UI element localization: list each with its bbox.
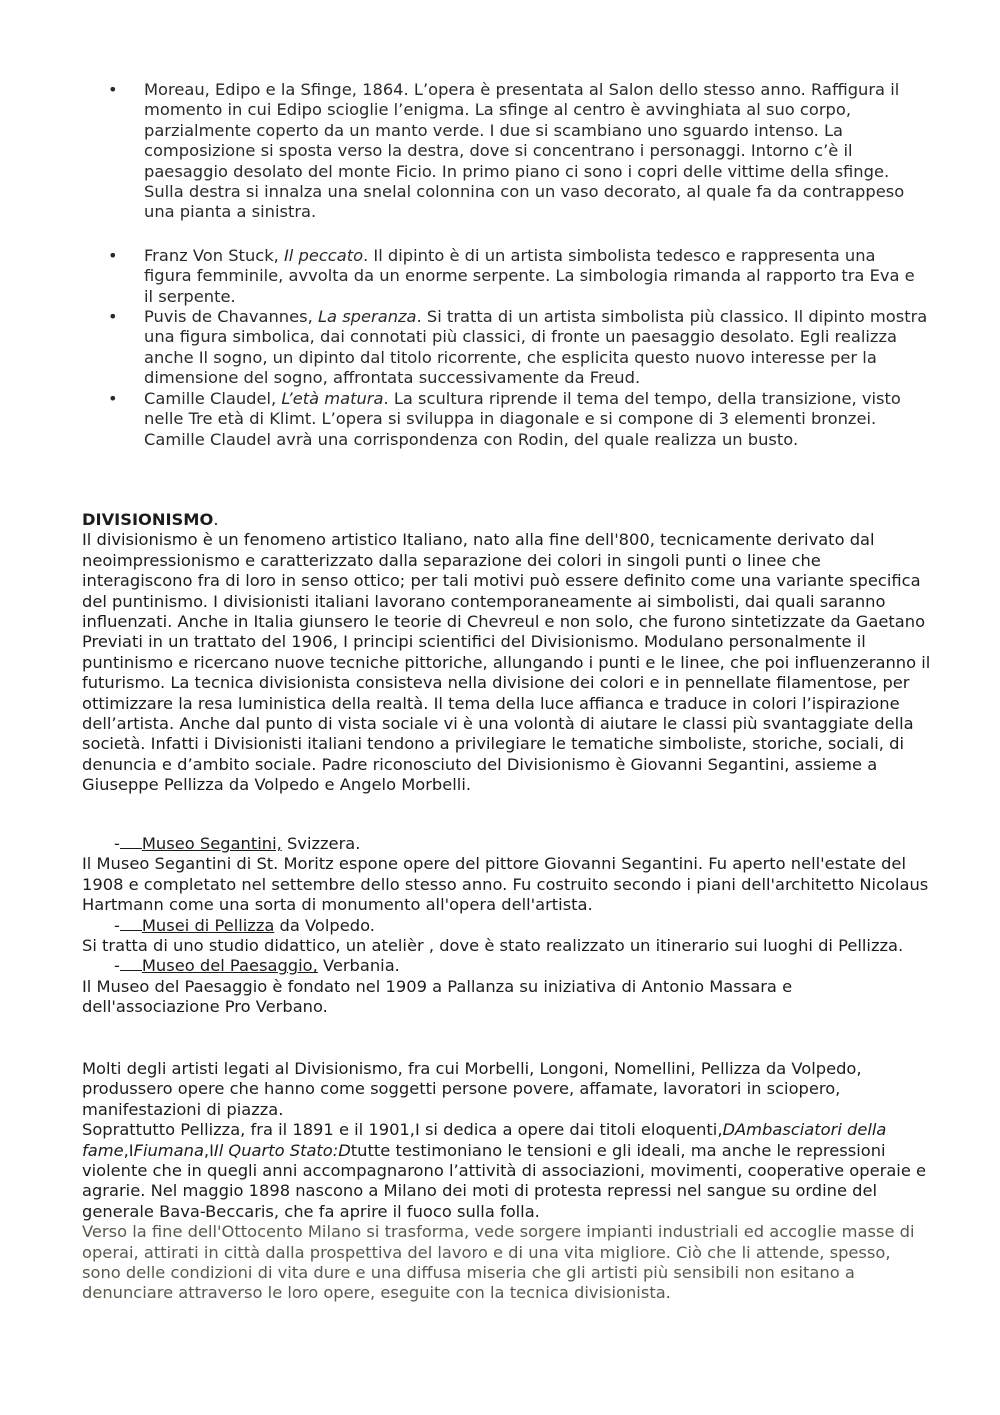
list-item bbox=[108, 246, 928, 307]
list-item bbox=[108, 389, 928, 450]
closing-section bbox=[82, 1059, 932, 1304]
list-item bbox=[108, 80, 928, 223]
list-item-text: . La scultura riprende il tema del tempo, della transizione, visto nelle Tre età di Klimt. L’opera si sviluppa in diagonale e si compone di 3 elementi bronzei. Camille Claudel avrà una corrispondenza con Rodin, del quale realizza un busto. bbox=[144, 388, 901, 449]
list-item-title-italic: L’età matura bbox=[281, 388, 384, 408]
list-item-text: . Il dipinto è di un artista simbolista tedesco e rappresenta una figura femminile, avvolta da un enorme serpente. La simbologia rimanda al rapporto tra Eva e il serpente. bbox=[144, 245, 915, 306]
list-item-title: Puvis de Chavannes, bbox=[144, 307, 318, 327]
museum-heading: - Musei di Pellizza da Volpedo. bbox=[114, 915, 375, 935]
closing-paragraph: Molti degli artisti legati al Divisionismo, fra cui Morbelli, Longoni, Nomellini, Pellizza da Volpedo, produssero opere che hanno come soggetti persone povere, affamate, lavoratori in sciopero, manifestazioni di piazza. bbox=[82, 1059, 862, 1119]
list-item bbox=[108, 307, 928, 389]
list-item-title: Camille Claudel, bbox=[144, 388, 282, 408]
bullet-icon: • bbox=[108, 307, 118, 327]
museum-description: Si tratta di uno studio didattico, un atelièr , dove è stato realizzato un itinerario sui luoghi di Pellizza. bbox=[82, 936, 904, 956]
section-heading: DIVISIONISMO. bbox=[82, 510, 219, 529]
list-item-title-italic: Il peccato bbox=[284, 245, 364, 265]
list-item-title: Franz Von Stuck, bbox=[144, 245, 284, 265]
list-item-text: L’opera è presentata al Salon dello stesso anno. Raffigura il momento in cui Edipo scioglie l’enigma. La sfinge al centro è avvinghiata al suo corpo, parzialmente coperto da un manto verde. I due si scambiano uno sguardo intenso. La composizione si sposta verso la destra, dove si concentrano i personaggi. Intorno c’è il paesaggio desolato del monte Ficio. In primo piano ci sono i copri delle vittime della sfinge. Sulla destra si innalza una snelal colonnina con un vaso decorato, al quale fa da contrappeso una pianta a sinistra. bbox=[144, 80, 905, 222]
bullet-icon: • bbox=[108, 245, 118, 265]
museum-description: Il Museo del Paesaggio è fondato nel 1909 a Pallanza su iniziativa di Antonio Massara e dell'associazione Pro Verbano. bbox=[82, 976, 793, 1017]
closing-paragraph-gray: Verso la fine dell'Ottocento Milano si trasforma, vede sorgere impianti industriali ed accoglie masse di operai, attirati in città dalla prospettiva del lavoro e di una vita migliore. Ciò che li attende, spesso, sono delle condizioni di vita dure e una diffusa miseria che gli artisti più sensibili non esitano a denunciare attraverso le loro opere, eseguite con la tecnica divisionista. bbox=[82, 1222, 915, 1303]
artwork-bullet-list bbox=[108, 80, 928, 450]
closing-paragraph: Soprattutto Pellizza, fra il 1891 e il 1901,I si dedica a opere dai titoli eloquenti,DAmbasciatori della fame,IFiumana,IIl Quarto Stato:Dtutte testimoniano le tensioni e gli ideali, ma anche le repressioni violente che in quegli anni accompagnarono l’attività di associazioni, movimenti, cooperative operaie e agrarie. Nel maggio 1898 nascono a Milano dei moti di protesta repressi nel sangue su ordine del generale Bava-Beccaris, che fa aprire il fuoco sulla folla. bbox=[82, 1120, 927, 1221]
list-item-title: Moreau, Edipo e la Sfinge, 1864. bbox=[144, 80, 409, 99]
bullet-icon: • bbox=[108, 80, 118, 99]
bullet-icon: • bbox=[108, 388, 118, 408]
museums-section bbox=[82, 834, 932, 1018]
section-body: Il divisionismo è un fenomeno artistico Italiano, nato alla fine dell'800, tecnicamente derivato dal neoimpressionismo e caratterizzato dalla separazione dei colori in singoli punti o linee che interagiscono fra di loro in senso ottico; per tali motivi può essere definito come una variante specifica del puntinismo. I divisionisti italiani lavorano contemporaneamente ai simbolisti, dai quali saranno influenzati. Anche in Italia giunsero le teorie di Chevreul e non solo, che furono sintetizzate da Gaetano Previati in un trattato del 1906, I principi scientifici del Divisionismo. Modulano personalmente il puntinismo e ricercano nuove tecniche pittoriche, allungando i punti e le linee, che poi influenzeranno il futurismo. La tecnica divisionista consisteva nella divisione dei colori e in pennellate filamentose, per ottimizzare la resa luministica della realtà. Il tema della luce affianca e traduce in colori l’ispirazione dell’artista. Anche dal punto di vista sociale vi è una volontà di aiutare le classi più svantaggiate della società. Infatti i Divisionisti italiani tendono a privilegiare le tematiche simboliste, storiche, sociali, di denuncia e d’ambito sociale. Padre riconosciuto del Divisionismo è Giovanni Segantini, assieme a Giuseppe Pellizza da Volpedo e Angelo Morbelli. bbox=[82, 530, 931, 795]
museum-heading: - Museo del Paesaggio, Verbania. bbox=[114, 956, 400, 976]
divisionismo-section bbox=[82, 510, 932, 796]
list-item-text: . Si tratta di un artista simbolista più classico. Il dipinto mostra una figura simbolica, dai connotati più classici, di fronte un paesaggio desolato. Egli realizza anche Il sogno, un dipinto dal titolo ricorrente, che esplicita questo nuovo interesse per la dimensione del sogno, affrontata successivamente da Freud. bbox=[144, 307, 928, 388]
museum-name: Museo del Paesaggio, bbox=[141, 956, 318, 976]
museum-name: Museo Segantini, bbox=[141, 834, 282, 853]
museum-heading: - Museo Segantini, Svizzera. bbox=[114, 834, 361, 853]
list-item-title-italic: La speranza bbox=[317, 307, 417, 327]
museum-name: Musei di Pellizza bbox=[141, 915, 275, 935]
museum-description: Il Museo Segantini di St. Moritz espone opere del pittore Giovanni Segantini. Fu aperto nell'estate del 1908 e completato nel settembre dello stesso anno. Fu costruito secondo i piani dell'architetto Nicolaus Hartmann come una sorta di monumento all'opera dell'artista. bbox=[82, 854, 929, 915]
